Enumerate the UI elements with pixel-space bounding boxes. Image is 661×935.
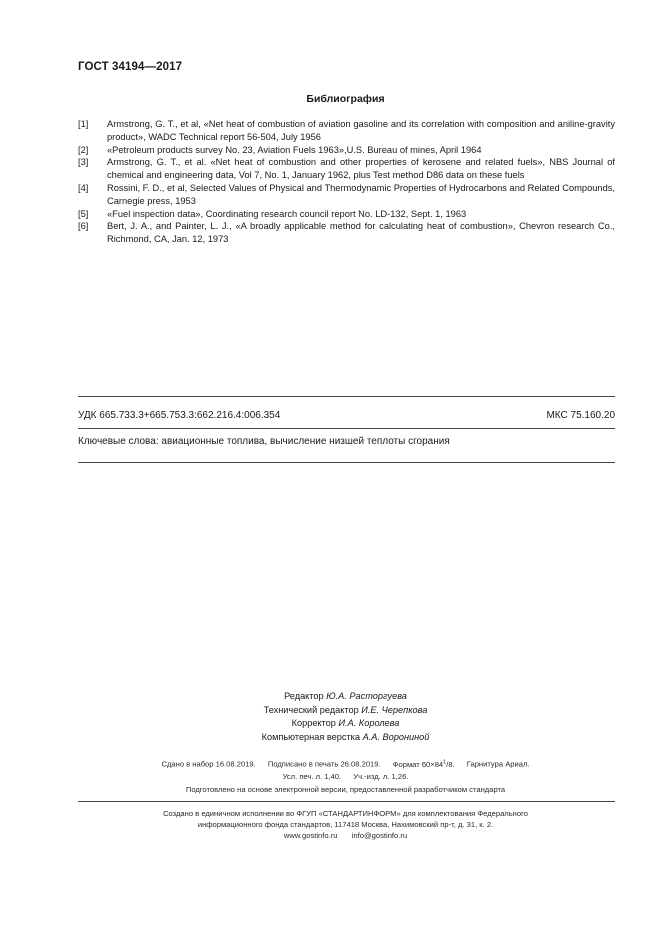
organization-info [0,808,661,842]
bibliography-item [78,208,615,221]
organization-line-2: информационного фонда стандартов, 117418 Москва, Нахимовский пр-т, д. 31, к. 2. [197,820,494,830]
credit-name: Ю.А. Расторгуева [326,691,407,701]
bibliography-item [78,156,615,182]
credit-editor [0,690,661,704]
publisher-sheets: Уч.-изд. л. 1,26. [353,772,409,782]
reference-number: [1] [78,119,89,129]
udk-code: УДК 665.733.3+665.753.3:662.216.4:006.354 [78,410,281,421]
reference-text: «Petroleum products survey No. 23, Aviation Fuels 1963»,U.S. Bureau of mines, April 1964 [107,144,482,155]
publication-info [0,756,661,796]
typeface: Гарнитура Ариал. [466,759,530,769]
keywords: Ключевые слова: авиационные топлива, вычисление низшей теплоты сгорания [78,436,450,447]
organization-line-1: Создано в единичном исполнении во ФГУП «СТАНДАРТИНФОРМ» для комплектования Федерального [163,809,528,818]
standard-number: ГОСТ 34194—2017 [78,61,183,73]
bibliography-title: Библиография [306,93,385,105]
reference-text: Armstrong, G. T., et al, «Net heat of combustion of aviation gasoline and its correlation with composition and aniline-gravity product», WADC Technical report 56-504, July 1956 [107,119,615,142]
bibliography-item [78,182,615,208]
reference-number: [6] [78,221,89,232]
credit-role: Редактор [284,691,324,701]
mks-code: МКС 75.160.20 [546,410,615,421]
credit-role: Технический редактор [263,704,359,715]
reference-number: [4] [78,182,89,193]
prepared-note: Подготовлено на основе электронной версии, предоставленной разработчиком стандарта [185,784,506,794]
reference-text: «Fuel inspection data», Coordinating research council report No. LD-132, Sept. 1, 1963 [107,208,467,219]
reference-text: Bert, J. A., and Painter, L. J., «A broadly applicable method for calculating heat of combustion», Chevron research Co., Richmond, CA, Jan. 12, 1973 [107,221,615,245]
signed-date: Подписано в печать 26.08.2019. [267,759,381,769]
email-link[interactable]: info@gostinfo.ru [351,831,408,841]
submitted-date: Сдано в набор 16.08.2019. [161,759,256,769]
reference-number: [3] [78,157,89,168]
reference-number: [5] [78,208,89,219]
credit-name: И.А. Королева [338,718,400,729]
organization-contacts [0,830,661,841]
publication-row-2 [0,771,661,784]
print-sheets: Усл. печ. л. 1,40. [282,772,342,782]
credit-layout [0,731,661,745]
bibliography-title-row [0,93,661,105]
credit-role: Корректор [291,718,336,729]
reference-text: Armstrong, G. T., et al. «Net heat of combustion and other properties of kerosene and related fuels», NBS Journal of chemical and engineering data, Vol 7, No. 1, January 1962, plus Test method D86 data on these fuels [107,157,615,181]
credit-name: И.Е. Черепкова [361,704,428,715]
bibliography-item [78,118,615,144]
divider-top [78,396,615,397]
publication-row-1 [0,756,661,771]
credit-proofreader [0,717,661,731]
divider-bottom [78,462,615,463]
credit-tech-editor [0,704,661,718]
bibliography-list [78,118,615,246]
bibliography-item [78,144,615,157]
credit-role: Компьютерная верстка [261,731,361,742]
bibliography-item [78,220,615,246]
divider-footer [78,801,615,802]
credits-block [0,690,661,744]
credit-name: А.А. Ворониной [362,731,430,742]
divider-middle [78,428,615,429]
reference-text: Rossini, F. D., et al, Selected Values of Physical and Thermodynamic Properties of Hydrocarbons and Related Compounds, Carnegie press, 1953 [107,182,615,206]
paper-format: Формат $60\times 84^1/8$. [392,759,455,769]
website-link[interactable]: www.gostinfo.ru [283,831,338,841]
reference-number: [2] [78,144,89,155]
